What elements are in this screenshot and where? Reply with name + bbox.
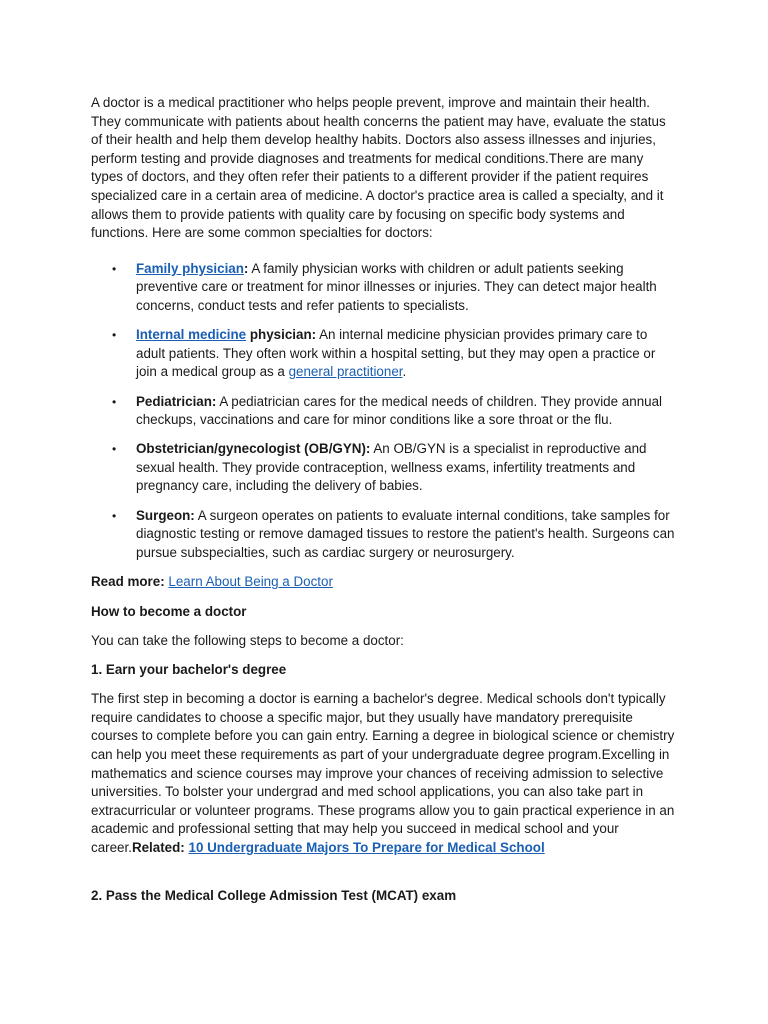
family-physician-text: A family physician works with children or adult patients seeking preventive care or treatment for minor illnesses or injuries. They can detect major health concerns, conduct tests and refer patients to specialists.	[136, 260, 657, 313]
how-to-heading-text: How to become a doctor	[91, 603, 247, 619]
bullet-icon: •	[112, 261, 117, 276]
step2-heading-text: 2. Pass the Medical College Admission Test (MCAT) exam	[91, 887, 457, 903]
step1-heading-text: 1. Earn your bachelor's degree	[91, 662, 287, 677]
list-item-internal-medicine	[91, 326, 678, 382]
obgyn-label: Obstetrician/gynecologist (OB/GYN):	[136, 441, 371, 457]
bullet-icon: •	[112, 442, 117, 457]
list-item-surgeon	[91, 507, 678, 563]
list-item-family-physician	[91, 260, 678, 316]
bullet-icon: •	[112, 508, 117, 523]
steps-intro: You can take the following steps to become a doctor:	[91, 632, 404, 648]
step1-heading	[91, 661, 678, 680]
bullet-icon: •	[112, 328, 117, 343]
pediatrician-text: A pediatrician cares for the medical needs of children. They provide annual checkups, vaccinations and care for minor conditions like a sore throat or the flu.	[136, 393, 663, 428]
internal-medicine-label: physician:	[246, 327, 317, 343]
general-practitioner-link[interactable]: general practitioner	[288, 364, 403, 380]
step1-body-text: The first step in becoming a doctor is earning a bachelor's degree. Medical schools don't typically require candidates to choose a specific major, but they usually have mandatory prerequisite courses to complete before you can gain entry. Earning a degree in biological science or chemistry can help you meet these requirements as part of your undergraduate degree program.Excelling in mathematics and science courses may improve your chances of receiving admission to selective universities. To bolster your undergrad and med school applications, you can also take part in extracurricular or volunteer programs. These programs allow you to gain practical experience in an academic and professional setting that may help you succeed in medical school and your career.	[91, 691, 675, 855]
read-more-label: Read more:	[91, 574, 169, 590]
pediatrician-label: Pediatrician:	[136, 393, 217, 409]
surgeon-text: A surgeon operates on patients to evaluate internal conditions, take samples for diagnostic testing or remove damaged tissues to restore the patient's health. Surgeons can pursue subspecialties, such as cardiac surgery or neurosurgery.	[136, 507, 675, 560]
internal-medicine-link[interactable]: Internal medicine	[136, 327, 247, 343]
list-item-pediatrician	[91, 393, 678, 430]
step1-body	[91, 690, 678, 857]
family-physician-link[interactable]: Family physician	[136, 260, 244, 276]
how-to-heading	[91, 603, 678, 622]
read-more-line	[91, 573, 678, 592]
internal-medicine-text-end: .	[402, 364, 407, 380]
intro-paragraph: A doctor is a medical practitioner who helps people prevent, improve and maintain their health. They communicate with patients about health concerns the patient may have, evaluate the status of their health and help them develop healthy habits. Doctors also assess illnesses and injuries, perform testing and provide diagnoses and treatments for medical conditions.There are many types of doctors, and they often refer their patients to a different provider if the patient requires specialized care in a certain area of medicine. A doctor's practice area is called a specialty, and it allows them to provide patients with quality care by focusing on specific body systems and functions. Here are some common specialties for doctors:	[91, 95, 666, 241]
step2-heading	[91, 887, 678, 906]
surgeon-label: Surgeon:	[136, 507, 195, 523]
obgyn-text: An OB/GYN is a specialist in reproductive and sexual health. They provide contraception, wellness exams, infertility treatments and pregnancy care, including the delivery of babies.	[136, 441, 647, 494]
related-link[interactable]: 10 Undergraduate Majors To Prepare for Medical School	[188, 839, 545, 855]
list-item-obgyn	[91, 440, 678, 496]
specialties-list	[91, 260, 678, 563]
bullet-icon: •	[112, 394, 117, 409]
specialty-colon: :	[243, 260, 249, 276]
read-more-link[interactable]: Learn About Being a Doctor	[168, 574, 333, 590]
internal-medicine-text: An internal medicine physician provides primary care to adult patients. They often work within a hospital setting, but they may open a practice or join a medical group as a	[136, 327, 656, 380]
related-label: Related:	[131, 839, 189, 855]
